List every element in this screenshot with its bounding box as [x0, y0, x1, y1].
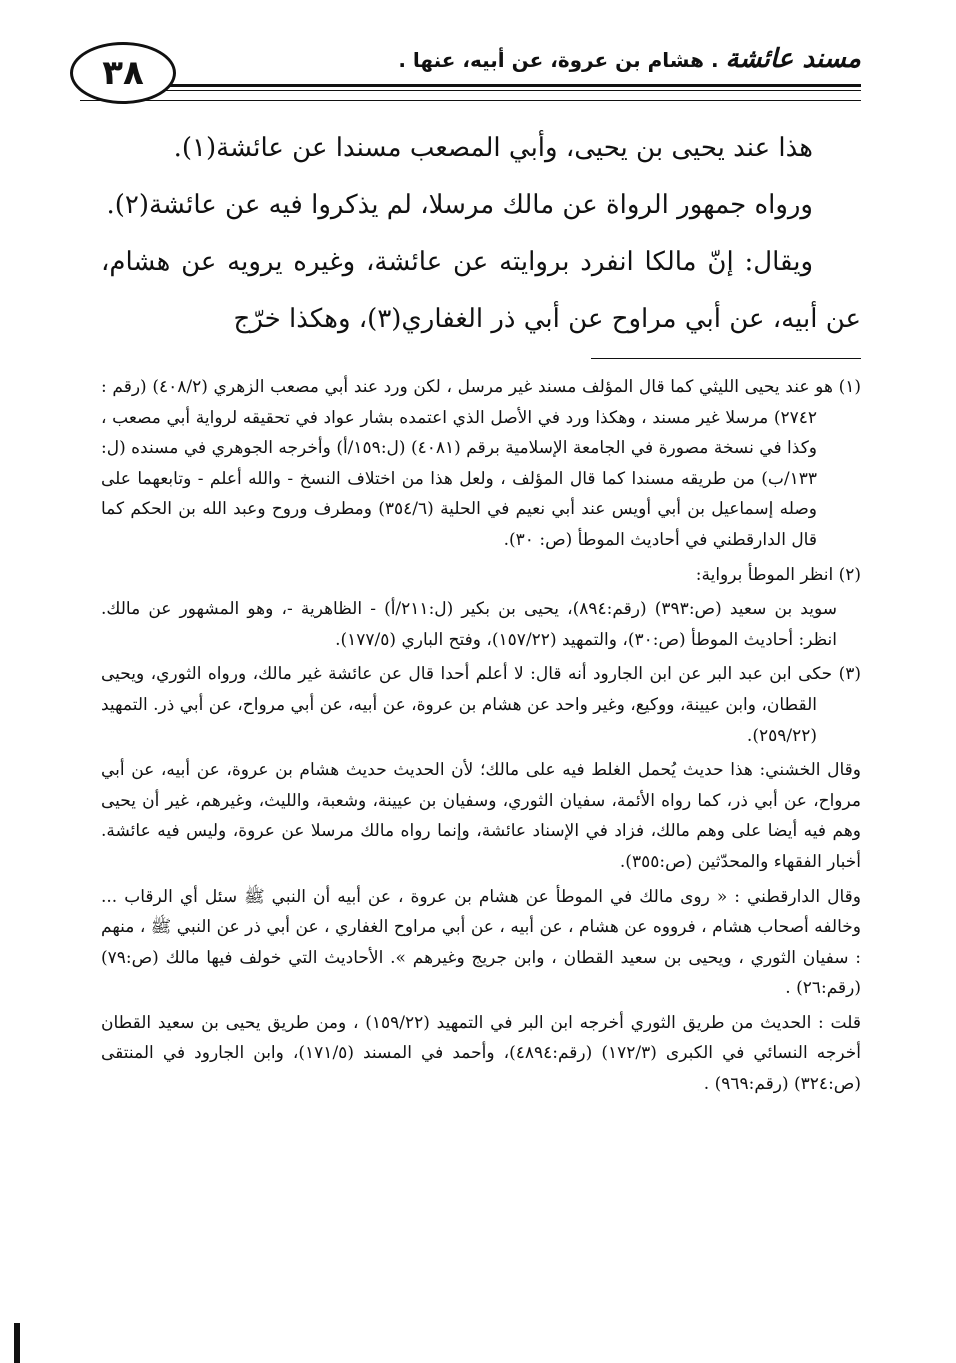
main-text [101, 120, 861, 348]
footnote-3-daraqutni: وقال الدارقطني : « روى مالك في الموطأ عن هشام بن عروة ، عن أبيه أن النبي ﷺ سئل أي الرقاب ... وخالفه أصحاب هشام ، فرووه عن هشام ، عن أبيه ، عن أبي مراوح الغفاري ، عن أبي ذر عن النبي ﷺ ، منهم : سفيان الثوري ، ويحيى بن سعيد القطان ، وابن جريج وغيرهم ». الأحاديث التي خولف فيها مالك (ص:٧٩) (رقم:٢٦) . [101, 886, 861, 999]
footnote-3-khushani: وقال الخشني: هذا حديث يُحمل الغلط فيه على مالك؛ لأن الحديث حديث هشام بن عروة، عن أبيه، عن أبي مرواح، عن أبي ذر، كما رواه الأئمة، سفيان الثوري، وسفيان بن عيينة، وشعبة، والليث، وغيرهم، غير أن يحيى وهم فيه أيضا على وهم مالك، فزاد في الإسناد عائشة، وإنما رواه مالك مرسلا عن عروة، وليس فيه عائشة. أخبار الفقهاء والمحدّثين (ص:٣٥٥). [101, 760, 861, 872]
page-edge-mark [14, 1323, 20, 1363]
footnote-separator [591, 358, 861, 359]
footnote-2-title: (٢) انظر الموطأ برواية: [695, 564, 861, 585]
running-head-rest: . هشام بن عروة، عن أبيه، عنها . [398, 48, 719, 72]
footnote-3: (٣) حكى ابن عبد البر عن ابن الجارود أنه قال: لا أعلم أحدا قال عن عائشة غير مالك، ورواه الثوري، ويحيى القطان، وابن عيينة، ووكيع، وغير واحد عن هشام بن عروة، عن أبيه، عن أبي مرواح، عن أبي ذر. التمهيد (٢٥٩/٢٢). [101, 664, 861, 746]
page-header [70, 40, 861, 115]
main-paragraph-1: هذا عند يحيى بن يحيى، وأبي المصعب مسندا عن عائشة(١). [173, 133, 813, 163]
footnotes [101, 372, 861, 1104]
main-paragraph-3: ويقال: إنّ مالكا انفرد بروايته عن عائشة، وغيره يرويه عن هشام، عن أبيه، عن أبي مراوح عن أبي ذر الغفاري(٣)، وهكذا خرّج [101, 247, 861, 334]
main-paragraph-2: ورواه جمهور الرواة عن مالك مرسلا، لم يذكروا فيه عن عائشة(٢). [106, 190, 813, 220]
running-head [398, 44, 861, 74]
page-number: ٣٨ [70, 42, 176, 104]
running-head-main: مسند عائشة [725, 44, 861, 74]
footnote-3-qultu: قلت : الحديث من طريق الثوري أخرجه ابن البر في التمهيد (١٥٩/٢٢) ، ومن طريق يحيى بن سعيد القطان أخرجه النسائي في الكبرى (١٧٢/٣) (رقم:٤٨٩٤)، وأحمد في المسند (١٧١/٥)، وابن الجارود في المنتقى (ص:٣٢٤) (رقم:٩٦٩) . [101, 1012, 862, 1095]
header-rule [160, 84, 861, 91]
footnote-1: (١) هو عند يحيى الليثي كما قال المؤلف مسند غير مرسل ، لكن ورد عند أبي مصعب الزهري (٤٠٨/٢) (رقم : ٢٧٤٢) مرسلا غير مسند ، وهكذا ورد في الأصل الذي اعتمده بشار عواد في تحقيقه لرواية أبي مصعب ، وكذا في نسخة مصورة في الجامعة الإسلامية برقم (٤٠٨١) (ل:١٥٩/أ) وأخرجه الجوهري في مسنده (ل: ١٣٣/ب) من طريقه مسندا كما قال المؤلف ، ولعل هذا من اختلاف النسخ - والله أعلم - وتابعهما على وصله إسماعيل بن أبي أويس عند أبي نعيم في الحلية (٣٥٤/٦) ومطرف وروح وعبد الله بن الحكم كما قال الدارقطني في أحاديث الموطأ (ص: ٣٠). [101, 377, 861, 550]
footnote-2-body: سويد بن سعيد (ص:٣٩٣) (رقم:٨٩٤)، يحيى بن بكير (ل:٢١١/أ) - الظاهرية -، وهو المشهور عن مالك. انظر: أحاديث الموطأ (ص:٣٠)، والتمهيد (١٥٧/٢٢)، وفتح الباري (١٧٧/٥). [101, 599, 837, 650]
header-rule-lower [80, 100, 861, 101]
